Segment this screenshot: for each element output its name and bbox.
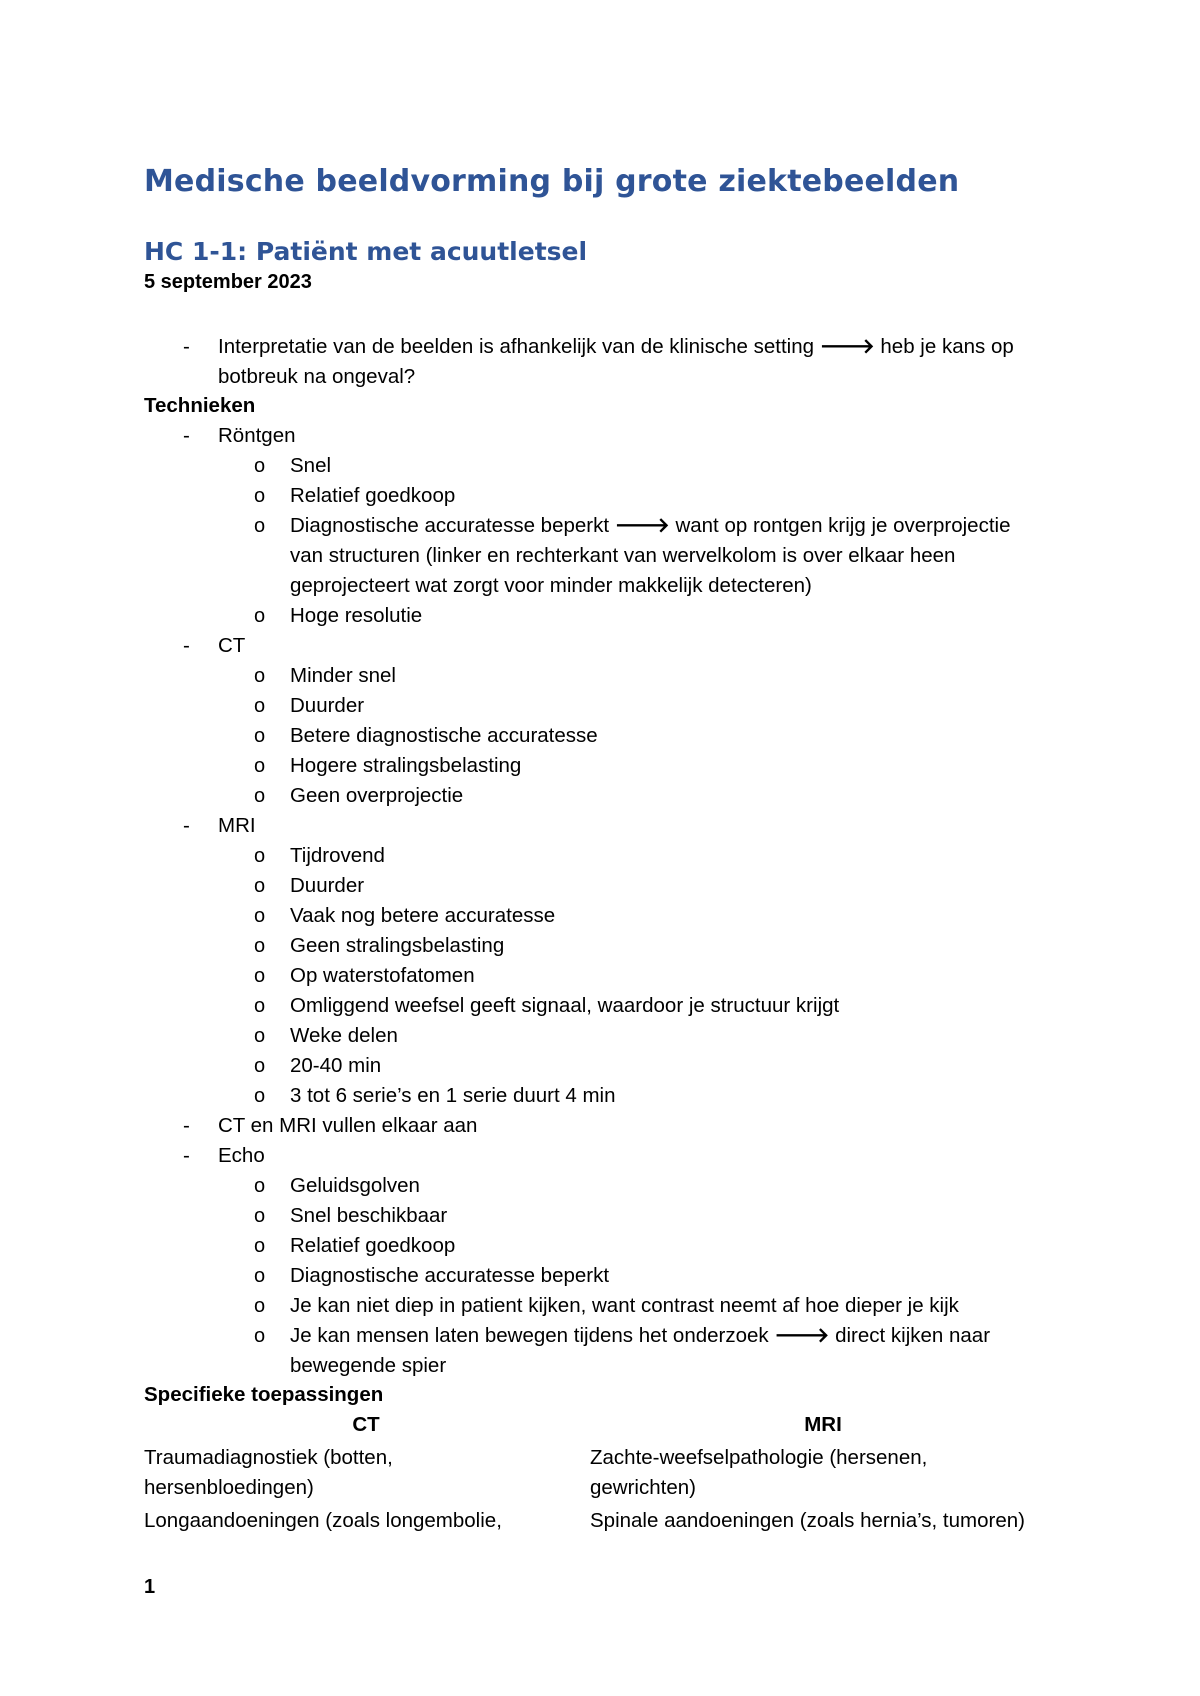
list-item-text: Interpretatie van de beelden is afhankelijk van de klinische setting xyxy=(218,335,815,358)
dash-bullet: - xyxy=(183,814,190,837)
table-cell: Traumadiagnostiek (botten, hersenbloedingen) xyxy=(144,1446,393,1499)
dash-bullet: - xyxy=(183,1144,190,1167)
circle-bullet: o xyxy=(254,1205,266,1227)
table-cell: Zachte-weefselpathologie (hersenen, gewrichten) xyxy=(590,1446,928,1499)
circle-bullet: o xyxy=(254,1265,266,1287)
table-header-ct: CT xyxy=(352,1413,380,1436)
document-page: Medische beeldvorming bij grote ziektebeelden HC 1-1: Patiënt met acuutletsel 5 september 2023 - Interpretatie van de beelden is afhankelijk van de klinische setting 🡒 heb je kans op botbreuk na ongeval? Technieken - Röntgen o Snel o Relatief goedkoop o Diagnostische accuratesse beperkt 🡒 want op rontgen krijg je overprojectie van structuren (linker en rechterkant van wervelkolom is over elkaar heen geprojecteert wat zorgt voor minder makkelijk detecteren) o Hoge resolutie - CT o Minder snel o Duurder o Betere diagnostische accuratesse o Hogere stralingsbelasting o Geen overprojectie - MRI o Tijdrovend o Duurder o Vaak nog betere accuratesse o Geen stralingsbelasting o Op waterstofatomen o Omliggend weefsel geeft signaal, waardoor je structuur krijgt o Weke delen o 20-40 min o 3 tot 6 serie’s en 1 serie duurt 4 min - CT en MRI vullen elkaar aan - Echo o Geluidsgolven o Snel beschikbaar o Relatief goedkoop o Diagnostische accuratesse beperkt o Je kan niet diep in patient kijken, want contrast neemt af hoe dieper je kijk o Je kan mensen laten bewegen tijdens het onderzoek 🡒 direct kijken naar bewegende spier Specifieke toepassingen CT MRI Traumadiagnostiek (botten, hersenbloedingen) Zachte-weefselpathologie (hersenen, gewrichten) Longaandoeningen (zoals longembolie, Spinale aandoeningen (zoals hernia’s, tumoren) 1 xyxy=(0,0,1200,1696)
circle-bullet: o xyxy=(254,935,266,957)
circle-bullet: o xyxy=(254,1085,266,1107)
circle-bullet: o xyxy=(254,485,266,507)
document-title: Medische beeldvorming bij grote ziektebeelden xyxy=(144,164,960,199)
table-cell: Longaandoeningen (zoals longembolie, xyxy=(144,1509,502,1532)
circle-bullet: o xyxy=(254,1025,266,1047)
dash-bullet: - xyxy=(183,1114,190,1137)
section-heading-toepassingen: Specifieke toepassingen xyxy=(144,1383,384,1406)
circle-bullet: o xyxy=(254,785,266,807)
dash-bullet: - xyxy=(183,424,190,447)
circle-bullet: o xyxy=(254,1175,266,1197)
dash-bullet: - xyxy=(183,335,190,358)
circle-bullet: o xyxy=(254,665,266,687)
circle-bullet: o xyxy=(254,605,266,627)
arrow-right-icon: 🡒 xyxy=(819,335,875,358)
circle-bullet: o xyxy=(254,1325,266,1347)
arrow-right-icon: 🡒 xyxy=(614,514,670,537)
circle-bullet: o xyxy=(254,965,266,987)
circle-bullet: o xyxy=(254,1235,266,1257)
circle-bullet: o xyxy=(254,875,266,897)
circle-bullet: o xyxy=(254,905,266,927)
circle-bullet: o xyxy=(254,515,266,537)
circle-bullet: o xyxy=(254,695,266,717)
table-cell: Spinale aandoeningen (zoals hernia’s, tumoren) xyxy=(590,1509,1025,1532)
circle-bullet: o xyxy=(254,725,266,747)
dash-bullet: - xyxy=(183,634,190,657)
section-heading-technieken: Technieken xyxy=(144,394,256,417)
circle-bullet: o xyxy=(254,755,266,777)
circle-bullet: o xyxy=(254,845,266,867)
lecture-date: 5 september 2023 xyxy=(144,271,312,293)
circle-bullet: o xyxy=(254,1055,266,1077)
circle-bullet: o xyxy=(254,1295,266,1317)
list-item-text: heb je kans op xyxy=(880,335,1014,358)
page-number: 1 xyxy=(144,1576,156,1598)
lecture-heading: HC 1-1: Patiënt met acuutletsel xyxy=(144,237,588,266)
circle-bullet: o xyxy=(254,995,266,1017)
table-header-mri: MRI xyxy=(804,1413,842,1436)
circle-bullet: o xyxy=(254,455,266,477)
arrow-right-icon: 🡒 xyxy=(774,1324,830,1347)
